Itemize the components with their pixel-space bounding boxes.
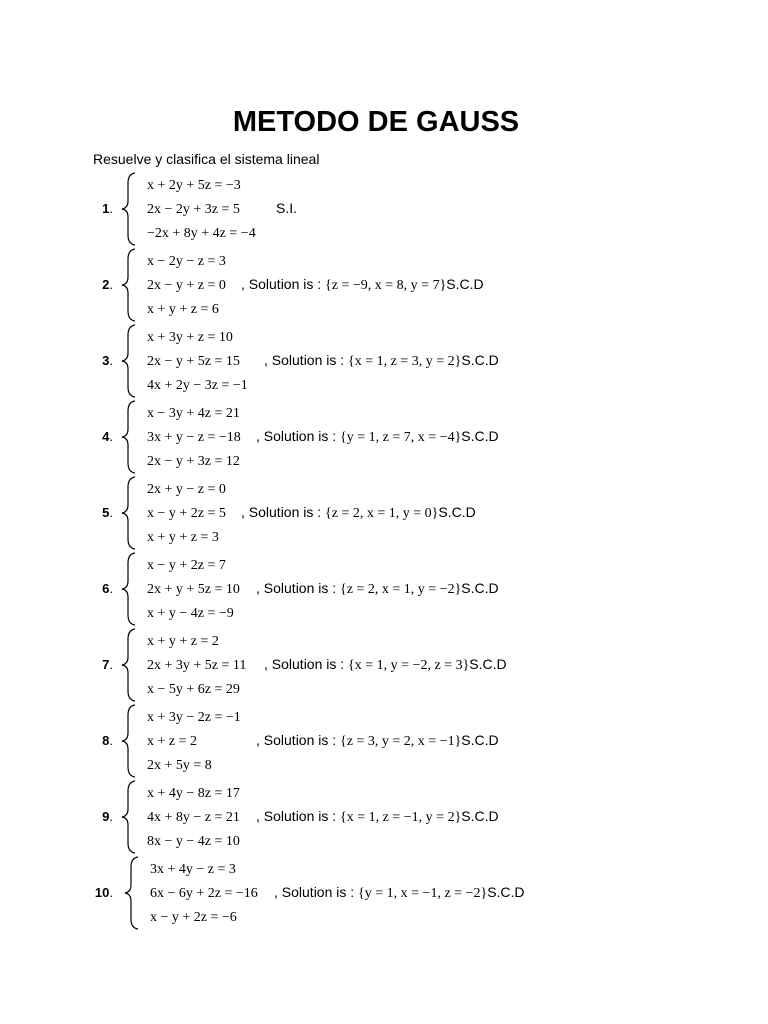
- equation: x − y + 2z = 5: [147, 506, 226, 521]
- solution-text: [241, 503, 476, 523]
- problem-number: 1.: [102, 201, 113, 216]
- solution-label: , Solution is :: [264, 352, 349, 368]
- solution-set: {z = 2, x = 1, y = −2}: [340, 582, 462, 597]
- equation: 3x + y − z = −18: [147, 430, 241, 445]
- equation: 2x + y − z = 0: [147, 482, 226, 497]
- problem-5: [0, 475, 768, 551]
- equation: x + 3y − 2z = −1: [147, 710, 241, 725]
- solution-label: , Solution is :: [256, 808, 341, 824]
- classification: S.C.D: [461, 352, 499, 368]
- problem-number: 7.: [102, 657, 113, 672]
- equation: 8x − y − 4z = 10: [147, 834, 240, 849]
- problem-number: 9.: [102, 809, 113, 824]
- problem-6: [0, 551, 768, 627]
- left-brace-icon: [119, 323, 139, 399]
- equation: 4x + 2y − 3z = −1: [147, 378, 248, 393]
- solution-set: {z = 2, x = 1, y = 0}: [325, 506, 439, 521]
- solution-text: [274, 883, 525, 903]
- equation: x − 5y + 6z = 29: [147, 682, 240, 697]
- problem-number: 8.: [102, 733, 113, 748]
- equation: 2x − y + z = 0: [147, 278, 226, 293]
- problem-number: 10.: [94, 885, 113, 900]
- solution-set: {z = −9, x = 8, y = 7}: [325, 278, 447, 293]
- left-brace-icon: [119, 171, 139, 247]
- solution-set: {y = 1, x = −1, z = −2}: [358, 886, 488, 901]
- solution-label: , Solution is :: [256, 732, 341, 748]
- page-title: METODO DE GAUSS: [232, 106, 520, 138]
- equation: x + 4y − 8z = 17: [147, 786, 240, 801]
- classification: S.C.D: [461, 428, 499, 444]
- problem-number: 5.: [102, 505, 113, 520]
- left-brace-icon: [119, 247, 139, 323]
- solution-set: {z = 3, y = 2, x = −1}: [340, 734, 462, 749]
- solution-set: {x = 1, y = −2, z = 3}: [348, 658, 470, 673]
- equation: x − y + 2z = 7: [147, 558, 226, 573]
- equation: 2x + y + 5z = 10: [147, 582, 240, 597]
- equation: x − 2y − z = 3: [147, 254, 226, 269]
- solution-text: [264, 655, 507, 675]
- classification: S.C.D: [461, 808, 499, 824]
- problem-2: [0, 247, 768, 323]
- equation: 6x − 6y + 2z = −16: [150, 886, 258, 901]
- problem-3: [0, 323, 768, 399]
- equation: x + y + z = 6: [147, 302, 219, 317]
- solution-set: {x = 1, z = −1, y = 2}: [340, 810, 462, 825]
- left-brace-icon: [119, 627, 139, 703]
- equation: x − y + 2z = −6: [150, 910, 237, 925]
- solution-text: [264, 351, 499, 371]
- classification: S.C.D: [461, 580, 499, 596]
- equation: x + z = 2: [147, 734, 198, 749]
- equation: 2x − 2y + 3z = 5: [147, 202, 240, 217]
- left-brace-icon: [119, 703, 139, 779]
- problem-9: [0, 779, 768, 855]
- equation: −2x + 8y + 4z = −4: [147, 226, 256, 241]
- equation: x + y − 4z = −9: [147, 606, 234, 621]
- solution-label: , Solution is :: [256, 580, 341, 596]
- classification: S.I.: [276, 200, 298, 216]
- classification: S.C.D: [446, 276, 484, 292]
- solution-label: , Solution is :: [241, 276, 326, 292]
- solution-label: , Solution is :: [256, 428, 341, 444]
- equation: x − 3y + 4z = 21: [147, 406, 240, 421]
- solution-label: , Solution is :: [264, 656, 349, 672]
- equation: 3x + 4y − z = 3: [150, 862, 236, 877]
- left-brace-icon: [119, 779, 139, 855]
- solution-set: {y = 1, z = 7, x = −4}: [340, 430, 462, 445]
- solution-text: [256, 427, 499, 447]
- solution-text: [256, 807, 499, 827]
- equation: x + 3y + z = 10: [147, 330, 233, 345]
- left-brace-icon: [119, 399, 139, 475]
- classification: S.C.D: [487, 884, 525, 900]
- solution-text: [256, 731, 499, 751]
- classification: S.C.D: [469, 656, 507, 672]
- equation: 2x + 3y + 5z = 11: [147, 658, 247, 673]
- classification: S.C.D: [438, 504, 476, 520]
- solution-label: , Solution is :: [241, 504, 326, 520]
- classification: S.C.D: [461, 732, 499, 748]
- problem-number: 6.: [102, 581, 113, 596]
- equation: x + y + z = 2: [147, 634, 219, 649]
- problem-1: [0, 171, 768, 247]
- solution-label: , Solution is :: [274, 884, 359, 900]
- problem-7: [0, 627, 768, 703]
- solution-text: [241, 275, 484, 295]
- equation: 2x − y + 3z = 12: [147, 454, 240, 469]
- solution-text: [256, 579, 499, 599]
- problem-number: 2.: [102, 277, 113, 292]
- left-brace-icon: [119, 551, 139, 627]
- problem-number: 4.: [102, 429, 113, 444]
- equation: x + y + z = 3: [147, 530, 219, 545]
- problem-8: [0, 703, 768, 779]
- equation: 4x + 8y − z = 21: [147, 810, 240, 825]
- problem-4: [0, 399, 768, 475]
- problem-number: 3.: [102, 353, 113, 368]
- equation: 2x + 5y = 8: [147, 758, 212, 773]
- equation: x + 2y + 5z = −3: [147, 178, 241, 193]
- left-brace-icon: [122, 855, 142, 931]
- problem-10: [0, 855, 768, 931]
- solution-set: {x = 1, z = 3, y = 2}: [348, 354, 462, 369]
- instructions: Resuelve y clasifica el sistema lineal: [93, 151, 320, 167]
- equation: 2x − y + 5z = 15: [147, 354, 240, 369]
- left-brace-icon: [119, 475, 139, 551]
